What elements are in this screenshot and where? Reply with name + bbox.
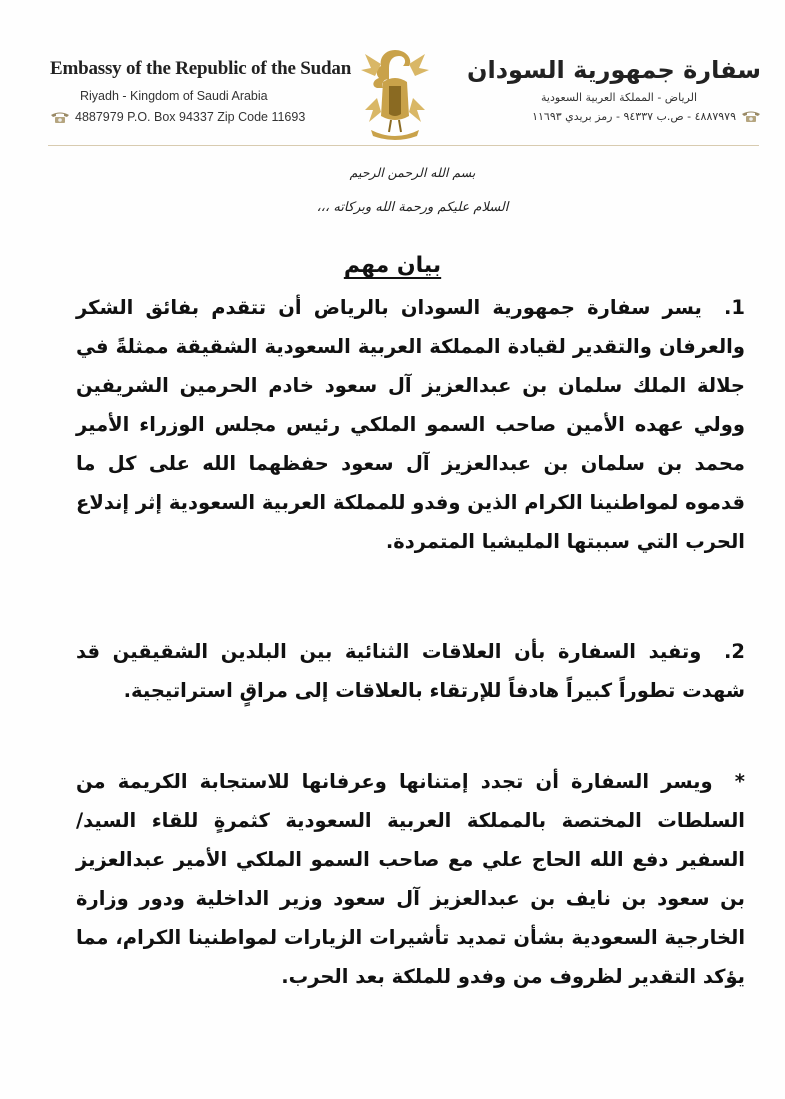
paragraph-1: [76, 288, 745, 561]
embassy-contact-en: [50, 110, 340, 124]
embassy-contact-ar: [471, 110, 761, 123]
telephone-icon: [741, 110, 761, 123]
paragraph-3: [76, 762, 745, 996]
paragraph-bullet: *: [734, 770, 745, 793]
sudan-emblem-icon: [355, 44, 435, 144]
contact-text-ar: ٤٨٨٧٩٧٩ - ص.ب ٩٤٣٣٧ - رمز بريدي ١١٦٩٣: [532, 110, 736, 123]
paragraph-number: 1.: [724, 296, 745, 319]
paragraph-text: ويسر السفارة أن تجدد إمتنانها وعرفانها للاستجابة الكريمة من السلطات المختصة بالمملكة العربية السعودية كثمرةٍ للقاء السيد/ السفير دفع الله الحاج علي مع صاحب السمو الملكي الأمير عبدالعزيز بن سعود بن نايف بن عبدالعزيز آل سعود وزير الداخلية ودور وزارة الخارجية السعودية بشأن تمديد تأشيرات الزيارات لمواطنينا الكرام، مما يؤكد التقدير لظروف من وفدو للملكة بعد الحرب.: [76, 770, 745, 988]
basmala: بسم الله الرحمن الرحيم: [349, 165, 476, 180]
paragraph-number: 2.: [723, 640, 745, 663]
contact-text-en: 4887979 P.O. Box 94337 Zip Code 11693: [75, 110, 306, 124]
paragraph-text: يسر سفارة جمهورية السودان بالرياض أن تتقدم بفائق الشكر والعرفان والتقدير لقيادة المملكة العربية السعودية الشقيقة ممثلةً في جلالة الملك سلمان بن عبدالعزيز آل سعود خادم الحرمين الشريفين وولي عهده الأمين صاحب السمو الملكي رئيس مجلس الوزراء الأمير محمد بن سلمان بن عبدالعزيز آل سعود حفظهما الله على كل ما قدموه لمواطنينا الكرام الذين وفدو للمملكة العربية السعودية إثر إندلاع الحرب التي سببتها المليشيا المتمردة.: [76, 296, 745, 553]
letterhead-english: [50, 58, 352, 124]
letterhead-arabic: [467, 56, 761, 123]
salam-greeting: السلام عليكم ورحمة الله وبركاته ،،،: [316, 200, 509, 215]
telephone-icon: [50, 111, 70, 124]
paragraph-text: وتفيد السفارة بأن العلاقات الثنائية بين البلدين الشقيقين قد شهدت تطوراً كبيراً هادفاً للإرتقاء بالعلاقات إلى مراقٍ استراتيجية.: [76, 640, 745, 702]
embassy-location-en: Riyadh - Kingdom of Saudi Arabia: [80, 89, 268, 103]
embassy-name-ar: سفارة جمهورية السودان: [467, 56, 761, 84]
header-divider: [48, 145, 759, 146]
embassy-name-en: Embassy of the Republic of the Sudan: [50, 58, 352, 79]
document-title: بيان مهم: [343, 253, 442, 278]
paragraph-2: [76, 632, 745, 710]
embassy-location-ar: الرياض - المملكة العربية السعودية: [540, 91, 697, 104]
